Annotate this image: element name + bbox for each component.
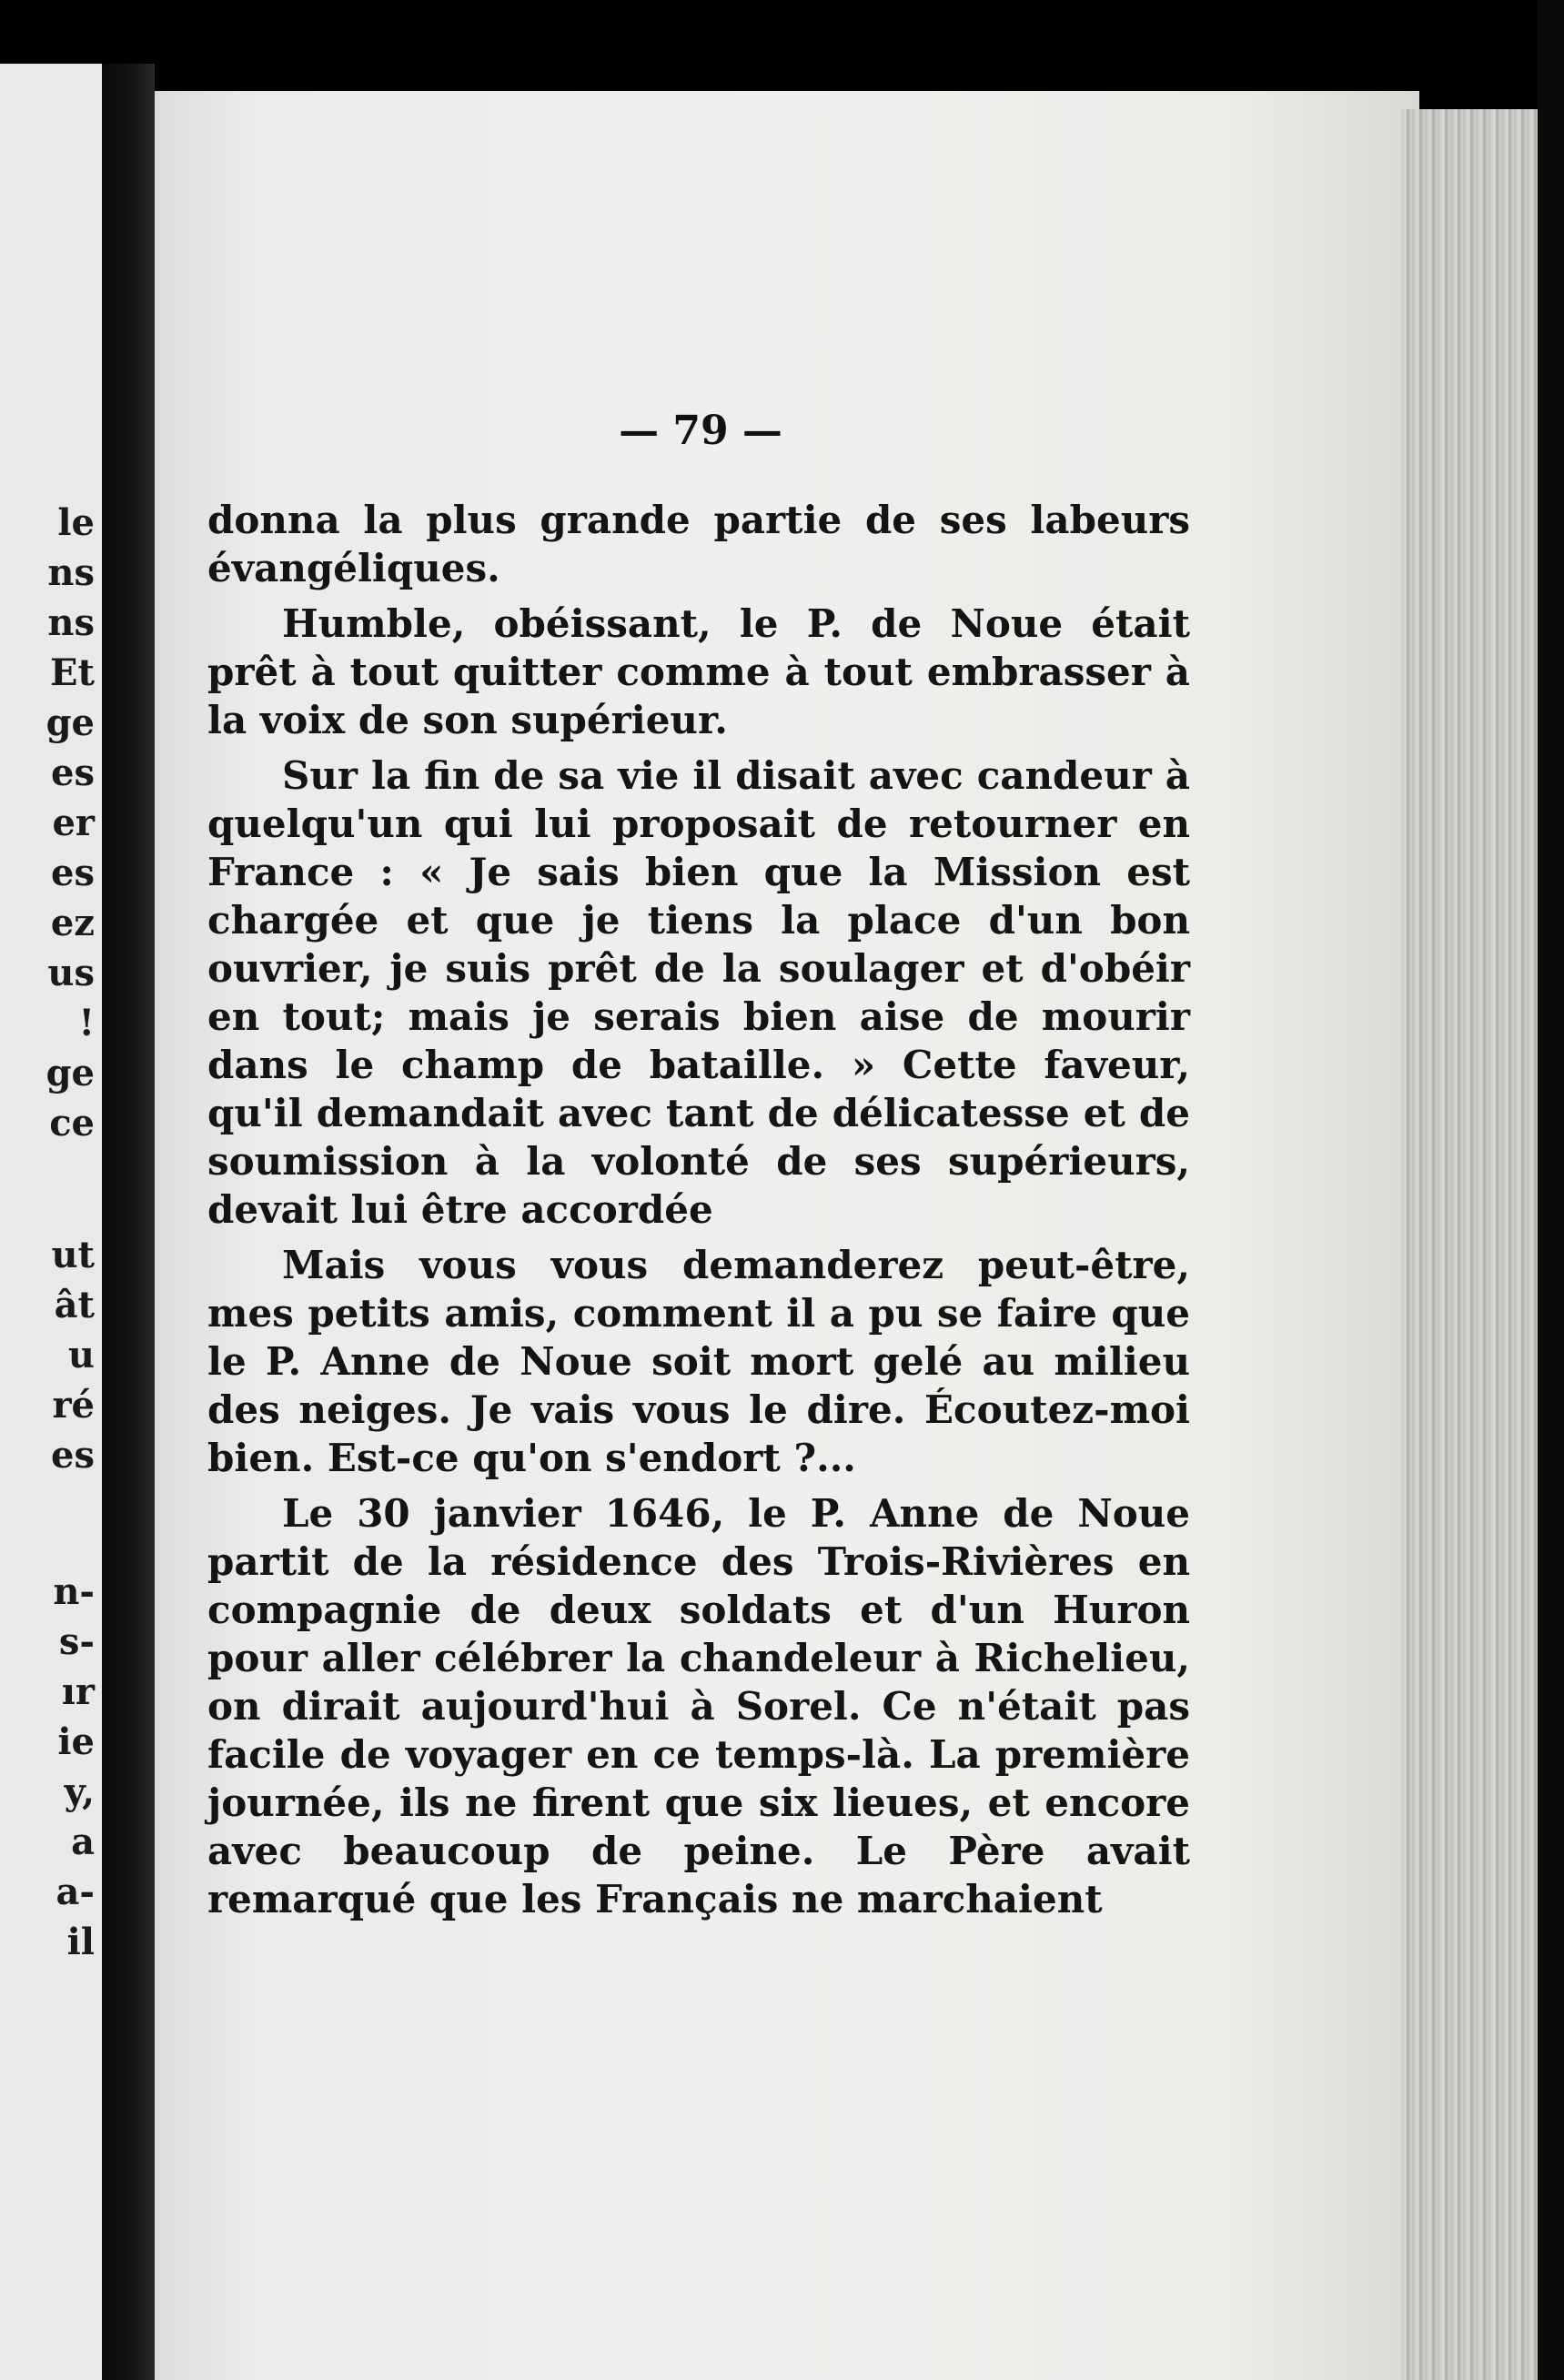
left-page-fragment: ır — [61, 1670, 95, 1713]
left-page-fragment: us — [47, 952, 95, 994]
left-page-fragment: a- — [55, 1871, 95, 1913]
left-page-fragment: ât — [54, 1284, 95, 1326]
left-page-fragment: ge — [45, 1052, 95, 1094]
left-page-fragment: ez — [50, 902, 95, 944]
paragraph: Sur la fin de sa vie il disait avec candeur à quelqu'un qui lui proposait de retourner en France : « Je sais bien que la Mission est chargée et que je tiens la place d'un bon ouvrier, je suis prêt de la soulager et d'obéir en tout; mais je serais bien aise de mourir dans le champ de bataille. » Cette faveur, qu'il demandait avec tant de délicatesse et de soumission à la volonté de ses supérieurs, devait lui être accordée — [207, 753, 1190, 1232]
paragraph: Le 30 janvier 1646, le P. Anne de Noue partit de la résidence des Trois-Rivières en compagnie de deux soldats et d'un Huron pour aller célébrer la chandeleur à Richelieu, on dirait aujourd'hui à Sorel. Ce n'était pas facile de voyager en ce temps-là. La première journée, ils ne firent que six lieues, et encore avec beaucoup de peine. Le Père avait remarqué que les Français ne marchaient — [207, 1491, 1190, 1921]
book-binding-gutter — [102, 64, 155, 2380]
left-page-fragment: es — [51, 852, 95, 894]
left-page-fragment: ns — [47, 551, 95, 594]
left-facing-page — [0, 64, 102, 2380]
page-edges — [1401, 109, 1538, 2380]
page-number: — 79 — — [619, 408, 782, 454]
left-page-fragment: u — [67, 1334, 95, 1377]
left-page-fragment: ge — [45, 701, 95, 744]
paragraph: donna la plus grande partie de ses labeurs évangéliques. — [207, 498, 1190, 590]
scan-border — [1538, 0, 1564, 2380]
left-page-fragment: ns — [47, 601, 95, 644]
paragraph: Humble, obéissant, le P. de Noue était prêt à tout quitter comme à tout embrasser à la voix de son supérieur. — [207, 601, 1190, 742]
left-page-fragment: il — [66, 1921, 95, 1963]
left-page-fragment: es — [51, 1434, 95, 1477]
paragraph: Mais vous vous demanderez peut-être, mes petits amis, comment il a pu se faire que le P. Anne de Noue soit mort gelé au milieu des neiges. Je vais vous le dire. Écoutez-moi bien. Est-ce qu'on s'endort ?... — [207, 1243, 1190, 1480]
left-page-fragment: ce — [49, 1102, 95, 1145]
left-page-fragment: Et — [50, 651, 95, 694]
left-page-fragment: n- — [53, 1570, 95, 1613]
left-page-fragment: ie — [57, 1720, 95, 1763]
left-page-fragment: er — [52, 802, 95, 844]
left-page-fragment: y, — [64, 1770, 95, 1813]
left-page-fragment: a — [71, 1820, 95, 1863]
left-page-fragment: ut — [51, 1234, 95, 1276]
left-page-fragment: ! — [78, 1002, 95, 1044]
left-page-fragment: s- — [58, 1620, 95, 1663]
page-body-text — [207, 496, 1190, 1931]
left-page-fragment: ré — [52, 1384, 95, 1427]
left-page-fragment: es — [51, 751, 95, 794]
left-page-fragment: le — [57, 501, 95, 544]
